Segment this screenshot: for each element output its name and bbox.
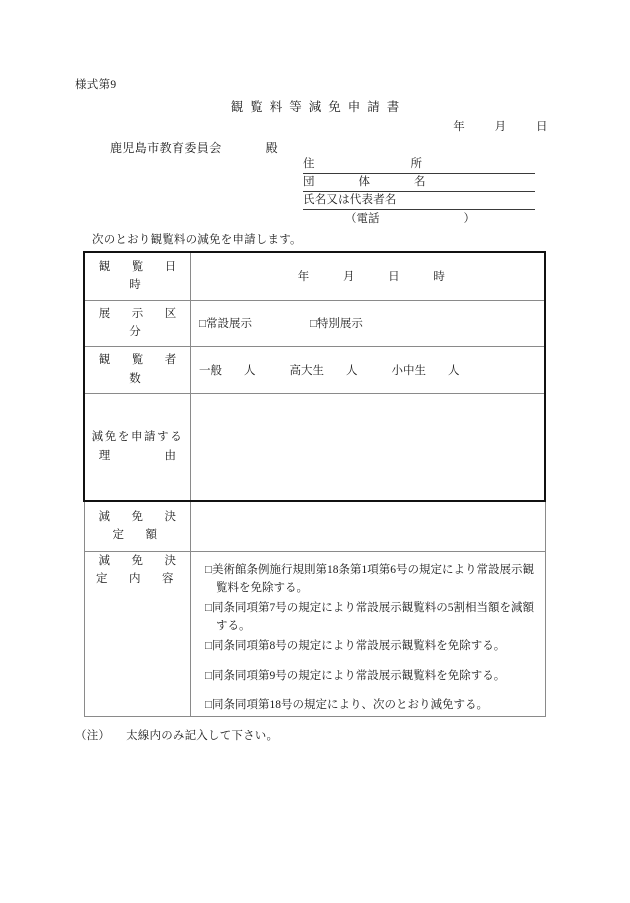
address-field[interactable]: 住 所	[303, 156, 535, 174]
decision-option-item[interactable]: □美術館条例施行規則第18条第1項第6号の規定により常設展示観覧料を免除する。	[205, 563, 534, 595]
value-viewing-datetime[interactable]	[191, 252, 546, 300]
table-row-viewing-datetime	[84, 252, 545, 300]
viewing-hour-label: 時	[433, 271, 446, 284]
table-row-exhibition-category	[84, 300, 545, 346]
footer-note-text: 太線内のみ記入して下さい。	[126, 730, 279, 742]
addressee-honorific: 殿	[265, 141, 279, 155]
value-exhibition-category	[191, 300, 546, 346]
label-reduction-reason-line1: 減免を申請する	[91, 431, 184, 444]
table-row-reduction-reason	[84, 393, 545, 501]
issue-date-line	[453, 118, 548, 134]
decision-option-list	[199, 552, 545, 715]
addressee-name: 鹿児島市教育委員会	[110, 141, 222, 155]
viewing-year-label: 年	[297, 271, 310, 284]
footer-note	[75, 727, 278, 743]
decision-option-item[interactable]: □同条同項第18号の規定により、次のとおり減免する。	[205, 699, 488, 712]
applicant-block	[303, 156, 535, 228]
application-table	[83, 251, 546, 717]
decision-option-item[interactable]: □同条同項第8号の規定により常設展示観覧料を免除する。	[205, 640, 506, 652]
visitor-highschool-univ-label: 高大生	[289, 364, 324, 377]
document-title: 観覧料等減免申請書	[230, 100, 407, 114]
value-decision-content	[191, 551, 546, 716]
decision-option-item[interactable]: □同条同項第9号の規定により常設展示観覧料を免除する。	[205, 669, 506, 682]
table-row-decided-amount	[84, 501, 545, 551]
form-code: 様式第9	[75, 79, 117, 91]
label-viewing-datetime: 観 覧 日 時	[84, 252, 191, 300]
footer-note-mark: （注）	[75, 730, 111, 742]
date-year-label: 年	[453, 121, 466, 133]
visitor-general-unit: 人	[244, 364, 256, 377]
addressee-line	[110, 139, 278, 156]
visitor-elementary-junior-label: 小中生	[391, 364, 426, 377]
table-row-visitor-count	[84, 346, 545, 393]
visitor-general-label: 一般	[199, 364, 222, 377]
value-visitor-count[interactable]	[191, 346, 546, 393]
decision-option-item[interactable]: □同条同項第7号の規定により常設展示観覧料の5割相当額を減額する。	[205, 601, 534, 633]
telephone-open-paren: （電話	[345, 213, 380, 225]
viewing-day-label: 日	[388, 271, 401, 284]
label-decision-content: 減 免 決 定 内 容	[84, 551, 191, 716]
date-day-label: 日	[536, 121, 548, 133]
viewing-month-label: 月	[342, 271, 355, 284]
visitor-elementary-junior-unit: 人	[448, 364, 460, 377]
checkbox-permanent-exhibition[interactable]: □常設展示	[199, 318, 252, 330]
lead-statement: 次のとおり観覧料の減免を申請します。	[92, 234, 302, 246]
telephone-field[interactable]	[303, 210, 535, 228]
label-visitor-count: 観 覧 者 数	[84, 346, 191, 393]
telephone-close-paren: ）	[463, 213, 475, 225]
value-reduction-reason[interactable]	[191, 393, 546, 501]
visitor-highschool-univ-unit: 人	[346, 364, 358, 377]
representative-name-field[interactable]: 氏名又は代表者名	[303, 192, 535, 210]
checkbox-special-exhibition[interactable]: □特別展示	[309, 318, 363, 330]
label-reduction-reason	[84, 393, 191, 501]
label-reduction-reason-line2: 理 由	[98, 449, 177, 462]
date-month-label: 月	[494, 121, 507, 133]
value-decided-amount[interactable]	[191, 501, 546, 551]
table-row-decision-content	[84, 551, 545, 716]
label-exhibition-category: 展 示 区 分	[84, 300, 191, 346]
organization-field[interactable]: 団 体 名	[303, 174, 535, 192]
label-decided-amount: 減 免 決 定 額	[84, 501, 191, 551]
